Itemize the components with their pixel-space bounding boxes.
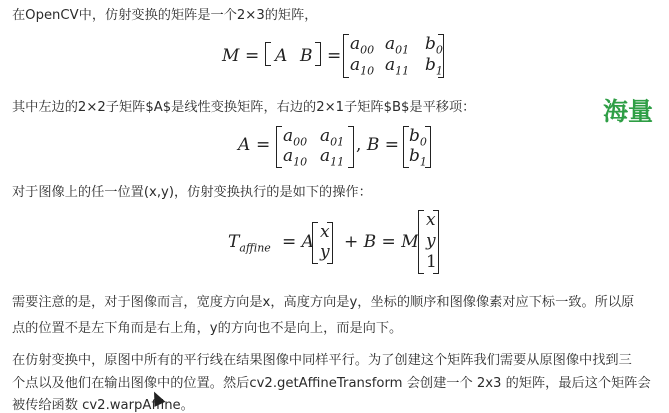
paragraph-3: 对于图像上的任一位置(x,y)，仿射变换执行的是如下的操作： (12, 185, 372, 200)
equation-transform: $T_{affine}$ = A x y + B = M x y 1 (0, 0, 669, 413)
equation-matrix-m: M = A B = $a_{00}$ $a_{01}$ $b_0$ $a_{10}$ $a_{11}$ $b_1$ (222, 34, 443, 78)
equation-a-b: A = $a_{00}$ $a_{01}$ $a_{10}$ $a_{11}$ , B = $b_0$ $b_1$ (0, 0, 669, 413)
paragraph-5-line-1: 在仿射变换中，原图中所有的平行线在结果图像中同样平行。为了创建这个矩阵我们需要从原图像中找到三 (12, 353, 632, 368)
paragraph-5-line-3: 被传给函数 cv2.warpAffine。 (12, 398, 194, 413)
paragraph-2: 其中左边的2×2子矩阵$A$是线性变换矩阵，右边的2×1子矩阵$B$是平移项： (12, 100, 476, 115)
watermark-logo: 海量 (603, 97, 654, 126)
paragraph-5-line-2: 个点以及他们在输出图像中的位置。然后cv2.getAffineTransform 会创建一个 2x3 的矩阵，最后这个矩阵会 (12, 376, 651, 391)
paragraph-1: 在OpenCV中，仿射变换的矩阵是一个2×3的矩阵， (12, 8, 318, 23)
paragraph-4-line-1: 需要注意的是，对于图像而言，宽度方向是x，高度方向是y，坐标的顺序和图像像素对应下标一致。所以原 (12, 295, 635, 310)
paragraph-4-line-2: 点的位置不是左下角而是右上角，y的方向也不是向上，而是向下。 (12, 321, 403, 336)
